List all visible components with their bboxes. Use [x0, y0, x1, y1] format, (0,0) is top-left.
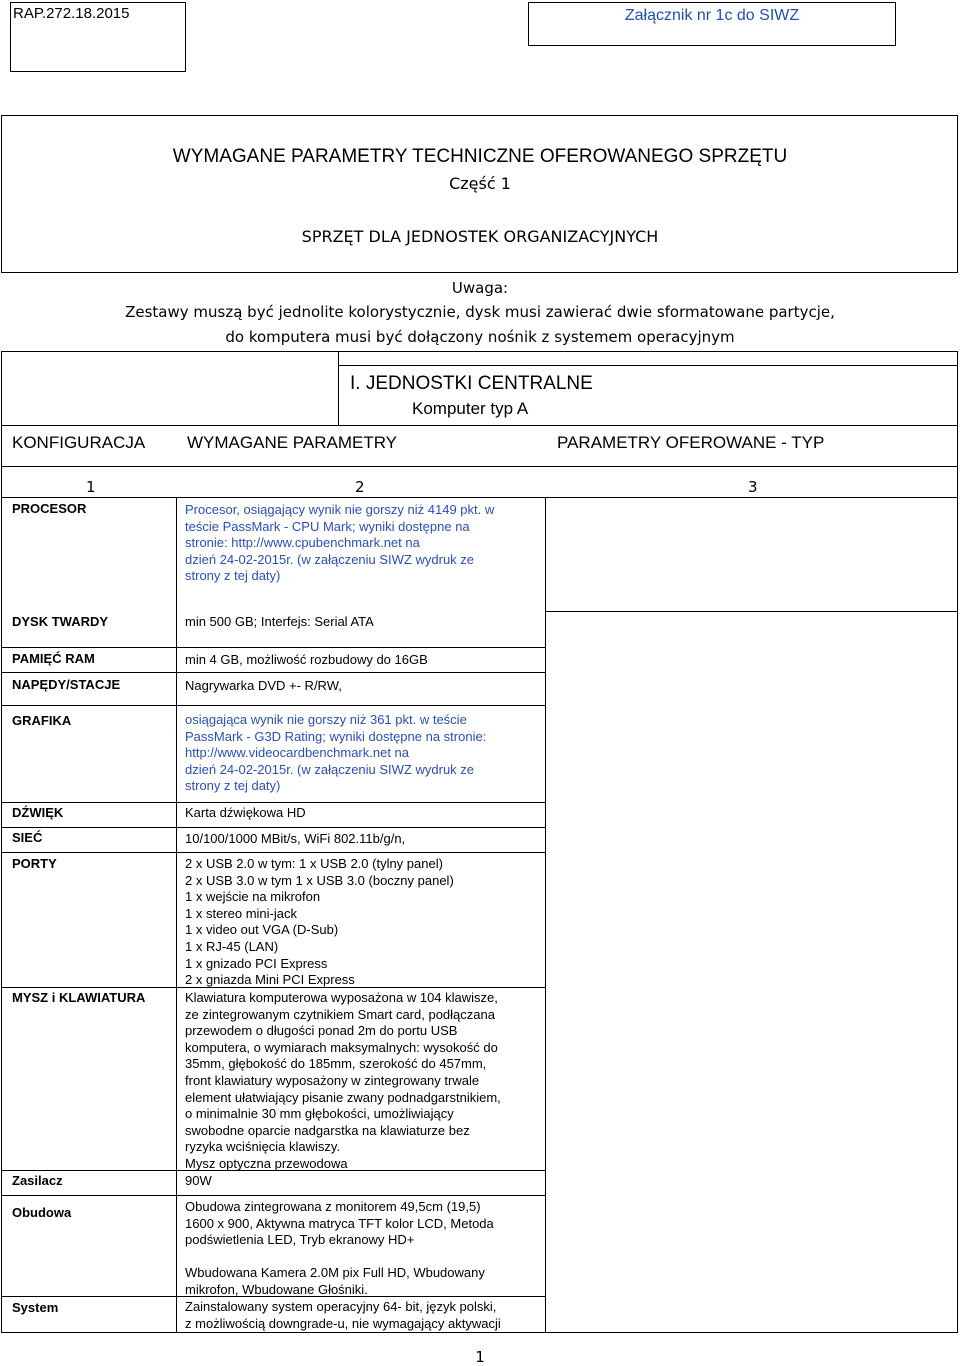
part-label: Część 1 [449, 174, 511, 193]
section-left-divider [338, 351, 339, 425]
row-label-graphics: GRAFIKA [12, 713, 72, 728]
row-label-case: Obudowa [12, 1205, 72, 1220]
section-subtitle: Komputer typ A [412, 399, 529, 418]
row-value-graphics: osiągająca wynik nie gorszy niż 361 pkt. w teście PassMark - G3D Rating; wyniki dostępne na stronie: http://www.videocardbenchmark.net na dzień 24-02-2015r. (w załączeniu SIWZ wydruk ze strony z tej daty) [185, 712, 487, 794]
row-value-psu: 90W [185, 1173, 212, 1188]
network-row-line [1, 852, 545, 853]
row-value-ports: 2 x USB 2.0 w tym: 1 x USB 2.0 (tylny panel) 2 x USB 3.0 w tym 1 x USB 3.0 (boczny panel) 1 x wejście na mikrofon 1 x stereo mini-jack 1 x video out VGA (D-Sub) 1 x RJ-45 (LAN) 1 x gnizado PCI Express 2 x gniazda Mini PCI Express [185, 856, 454, 988]
row-label-ram: PAMIĘĆ RAM [12, 651, 95, 666]
column-header-config: KONFIGURACJA [12, 433, 146, 452]
note-line-2: do komputera musi być dołączony nośnik z systemem operacyjnym [225, 328, 735, 346]
column-header-offered: PARAMETRY OFEROWANE - TYP [557, 433, 825, 452]
row-label-system: System [12, 1300, 59, 1315]
page-title: WYMAGANE PARAMETRY TECHNICZNE OFEROWANEGO SPRZĘTU [172, 146, 788, 167]
attachment-label: Załącznik nr 1c do SIWZ [528, 2, 896, 46]
section-title: I. JEDNOSTKI CENTRALNE [350, 373, 593, 394]
row-value-system: Zainstalowany system operacyjny 64- bit, język polski, z możliwością downgrade-u, nie wymagający aktywacji [185, 1299, 501, 1331]
equipment-subtitle: SPRZĘT DLA JEDNOSTEK ORGANIZACYJNYCH [301, 227, 659, 246]
ram-row-line [1, 672, 545, 673]
column-header-line [1, 466, 958, 467]
row-label-sound: DŹWIĘK [12, 805, 64, 820]
processor-row-line [545, 611, 958, 612]
table-left-border [1, 351, 2, 1333]
numbers-line [1, 497, 958, 498]
column-separator-1 [176, 497, 177, 1332]
column-number-2: 2 [355, 478, 365, 496]
psu-row-line [1, 1195, 545, 1196]
row-label-network: SIEĆ [12, 830, 43, 845]
table-divider [1, 351, 958, 352]
row-label-keyboard-mouse: MYSZ i KLAWIATURA [12, 990, 146, 1005]
drives-row-line [1, 705, 545, 706]
row-value-processor: Procesor, osiągający wynik nie gorszy niż 4149 pkt. w teście PassMark - CPU Mark; wyniki dostępne na stronie: http://www.cpubenchmark.net na dzień 24-02-2015r. (w załączeniu SIWZ wydruk ze strony z tej daty) [185, 502, 495, 584]
column-number-1: 1 [86, 478, 96, 496]
section-bottom-line [1, 425, 958, 426]
row-value-disk: min 500 GB; Interfejs: Serial ATA [185, 614, 374, 629]
row-value-network: 10/100/1000 MBit/s, WiFi 802.11b/g/n, [185, 831, 406, 846]
note-line-1: Zestawy muszą być jednolite kolorystycznie, dysk musi zawierać dwie sformatowane partycje, [125, 303, 835, 321]
sound-row-line [1, 827, 545, 828]
row-value-case: Obudowa zintegrowana z monitorem 49,5cm (19,5) 1600 x 900, Aktywna matryca TFT kolor LCD, Metoda podświetlenia LED, Tryb ekranowy HD+ Wbudowana Kamera 2.0M pix Full HD, Wbudowany mikrofon, Wbudowane Głośniki. [185, 1199, 494, 1297]
page-number: 1 [475, 1348, 485, 1366]
graphics-row-line [1, 802, 545, 803]
row-label-ports: PORTY [12, 856, 57, 871]
table-right-border [957, 351, 958, 1333]
column-number-3: 3 [748, 478, 758, 496]
section-top-line [338, 365, 958, 366]
note-label: Uwaga: [451, 279, 509, 297]
row-value-sound: Karta dźwiękowa HD [185, 805, 306, 820]
row-label-drives: NAPĘDY/STACJE [12, 677, 121, 692]
document-reference: RAP.272.18.2015 [10, 2, 186, 72]
row-value-keyboard-mouse: Klawiatura komputerowa wyposażona w 104 klawisze, ze zintegrowanym czytnikiem Smart card, podłączana przewodem o długości ponad 2m do portu USB komputera, o wymiarach maksymalnych: wysokość do 35mm, głębokość do 185mm, szerokość do 457mm, front klawiatury wyposażony w zintegrowany trwale element ułatwiający pisanie zwany podnadgarstnikiem, o minimalnie 30 mm głębokości, umożliwiający swobodne oparcie nadgarstka na klawiaturze bez ryzyka wciśnięcia klawiszy. Mysz optyczna przewodowa [185, 990, 501, 1171]
title-box [1, 115, 958, 273]
row-label-psu: Zasilacz [12, 1173, 63, 1188]
row-label-processor: PROCESOR [12, 501, 87, 516]
column-separator-2 [545, 497, 546, 1332]
column-header-required: WYMAGANE PARAMETRY [187, 433, 398, 452]
row-value-ram: min 4 GB, możliwość rozbudowy do 16GB [185, 652, 428, 667]
row-label-disk: DYSK TWARDY [12, 614, 109, 629]
row-value-drives: Nagrywarka DVD +- R/RW, [185, 678, 342, 693]
disk-row-line [1, 647, 545, 648]
